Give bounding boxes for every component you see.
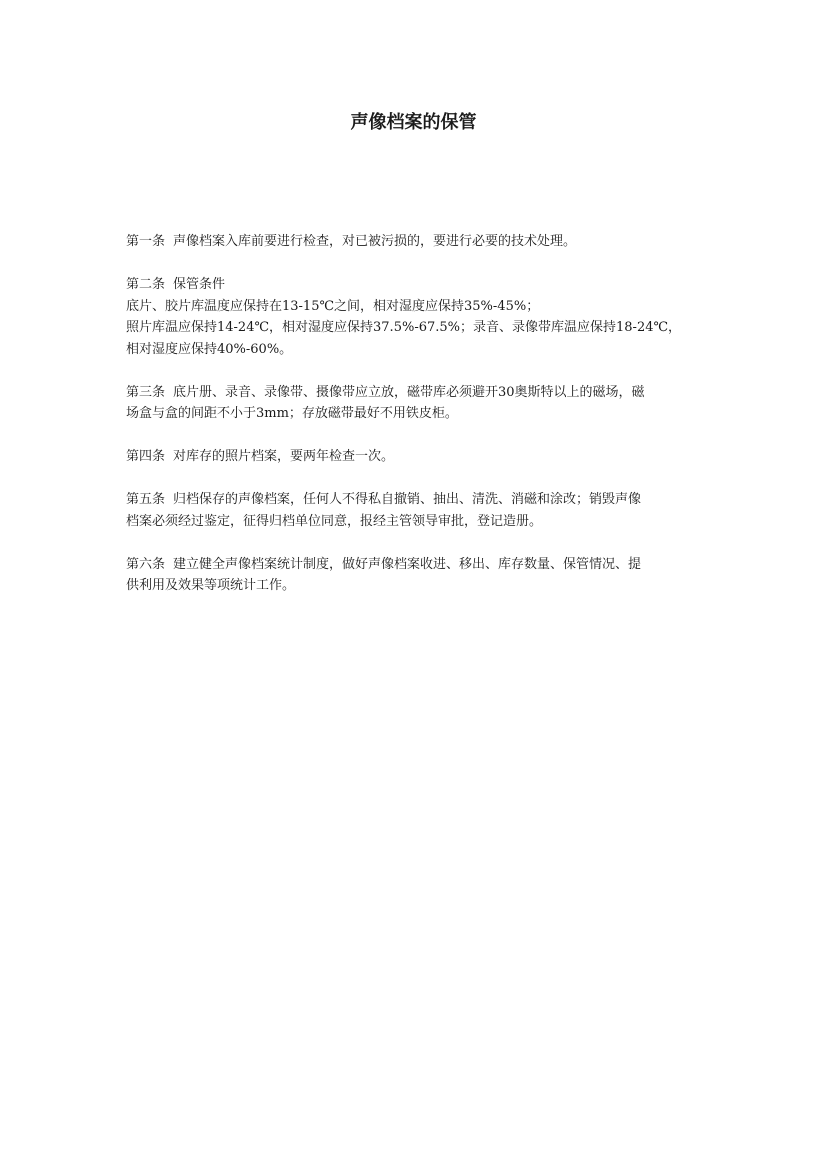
article-label: 第六条: [126, 556, 166, 572]
article-line: 供利用及效果等项统计工作。: [126, 578, 296, 593]
article-text: 对库存的照片档案，要两年检查一次。: [173, 449, 395, 464]
article-6: [126, 554, 704, 597]
article-line: 场盒与盒的间距不小于3mm；存放磁带最好不用铁皮柜。: [126, 406, 458, 421]
article-label: 第四条: [126, 449, 166, 464]
article-label: 第二条: [126, 277, 166, 292]
article-text: 保管条件: [173, 277, 226, 292]
article-line: 档案必须经过鉴定，征得归档单位同意，报经主管领导审批，登记造册。: [126, 513, 543, 529]
article-line: [126, 274, 704, 296]
article-line: [126, 554, 704, 576]
article-text: 底片册、录音、录像带、摄像带应立放，磁带库必须避开30奥斯特以上的磁场，磁: [173, 384, 645, 400]
article-line: 照片库温应保持14-24℃，相对湿度应保持37.5%-67.5%；录音、录像带库温应保持18-24℃，: [126, 320, 682, 335]
article-line: 相对湿度应保持40%-60%。: [126, 341, 293, 357]
article-2: [126, 274, 704, 360]
article-line: [126, 231, 704, 253]
article-5: [126, 489, 704, 532]
document-body: [126, 231, 704, 618]
article-line: [126, 489, 704, 511]
article-text: 建立健全声像档案统计制度，做好声像档案收进、移出、库存数量、保管情况、提: [173, 556, 642, 572]
article-1: [126, 231, 704, 253]
article-label: 第三条: [126, 384, 166, 400]
document-title: 声像档案的保管: [350, 112, 477, 133]
article-line: 底片、胶片库温度应保持在13-15℃之间，相对湿度应保持35%-45%；: [126, 298, 540, 314]
article-label: 第五条: [126, 492, 166, 507]
article-text: 归档保存的声像档案，任何人不得私自撤销、抽出、清洗、消磁和涂改；销毁声像: [173, 492, 642, 507]
article-line: [126, 446, 704, 468]
article-text: 声像档案入库前要进行检查，对已被污损的，要进行必要的技术处理。: [173, 234, 577, 249]
article-label: 第一条: [126, 234, 166, 249]
article-line: [126, 382, 704, 404]
article-3: [126, 382, 704, 425]
article-4: [126, 446, 704, 468]
